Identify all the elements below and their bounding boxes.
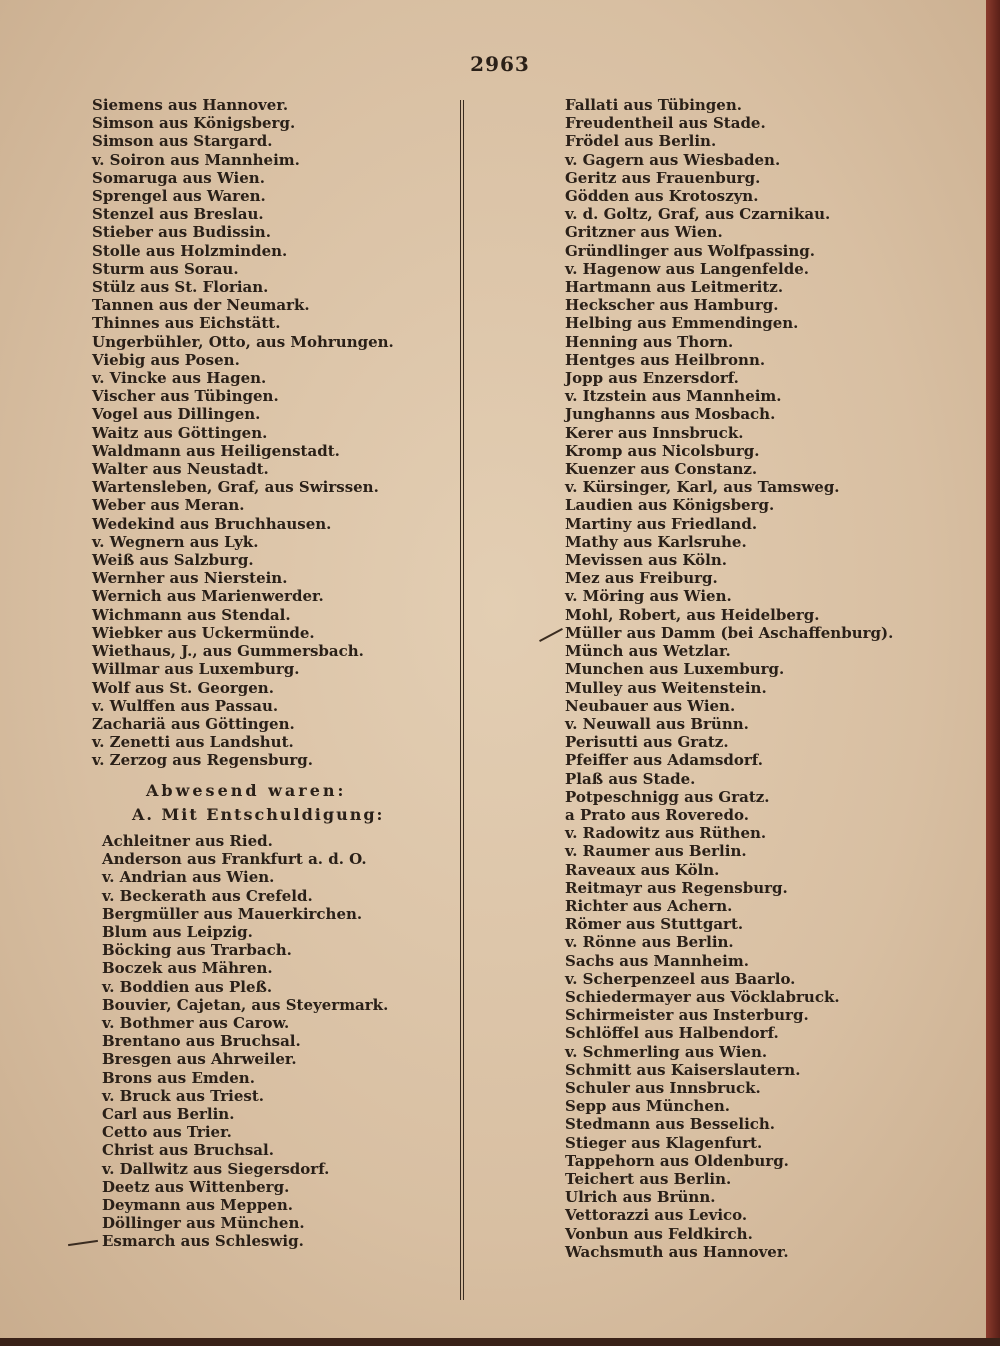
- list-item: Freudentheil aus Stade.: [565, 114, 766, 133]
- list-item: Mez aus Freiburg.: [565, 569, 718, 588]
- list-item: v. d. Goltz, Graf, aus Czarnikau.: [565, 205, 831, 224]
- list-item: Heckscher aus Hamburg.: [565, 296, 779, 315]
- list-item: Zachariä aus Göttingen.: [92, 714, 295, 733]
- list-item: v. Dallwitz aus Siegersdorf.: [102, 1159, 330, 1178]
- list-item: Potpeschnigg aus Gratz.: [565, 787, 770, 806]
- absent-list: [92, 832, 452, 1251]
- list-item: Sachs aus Mannheim.: [565, 951, 749, 970]
- list-item: v. Wulffen aus Passau.: [92, 696, 279, 715]
- list-item: Simson aus Stargard.: [92, 132, 273, 151]
- list-item: Hentges aus Heilbronn.: [565, 350, 766, 369]
- list-item: Viebig aus Posen.: [92, 350, 240, 369]
- absent-heading: Abwesend waren:: [146, 780, 347, 800]
- list-item: Wiethaus, J., aus Gummersbach.: [92, 642, 364, 661]
- list-item: Junghanns aus Mosbach.: [565, 405, 776, 424]
- list-item: Willmar aus Luxemburg.: [92, 660, 300, 679]
- list-item: Böcking aus Trarbach.: [102, 941, 292, 960]
- list-item: Vettorazzi aus Levico.: [565, 1206, 748, 1225]
- list-item: v. Beckerath aus Crefeld.: [102, 886, 313, 905]
- list-item: Vogel aus Dillingen.: [92, 405, 261, 424]
- list-item: Somaruga aus Wien.: [92, 168, 265, 187]
- list-item: Plaß aus Stade.: [565, 769, 696, 788]
- list-item: Kromp aus Nicolsburg.: [565, 441, 760, 460]
- list-item: Reitmayr aus Regensburg.: [565, 878, 788, 897]
- list-item: Henning aus Thorn.: [565, 332, 734, 351]
- list-item: Christ aus Bruchsal.: [102, 1141, 274, 1160]
- list-item: v. Scherpenzeel aus Baarlo.: [565, 969, 796, 988]
- list-item: Römer aus Stuttgart.: [565, 915, 744, 934]
- list-item: v. Soiron aus Mannheim.: [92, 150, 300, 169]
- list-item: Deetz aus Wittenberg.: [102, 1177, 290, 1196]
- list-item: v. Radowitz aus Rüthen.: [565, 824, 767, 843]
- list-item: Wachsmuth aus Hannover.: [565, 1242, 789, 1261]
- list-item: Perisutti aus Gratz.: [565, 733, 729, 752]
- list-item: Kuenzer aus Constanz.: [565, 460, 758, 479]
- list-item: v. Rönne aus Berlin.: [565, 933, 734, 952]
- list-item: Schiedermayer aus Vöcklabruck.: [565, 987, 840, 1006]
- list-item: Kerer aus Innsbruck.: [565, 423, 744, 442]
- list-item: v. Bothmer aus Carow.: [102, 1013, 290, 1032]
- list-item: v. Boddien aus Pleß.: [102, 977, 273, 996]
- list-item: Wolf aus St. Georgen.: [92, 678, 274, 697]
- list-item: Stenzel aus Breslau.: [92, 205, 264, 224]
- list-item: Boczek aus Mähren.: [102, 959, 273, 978]
- list-item: Schirmeister aus Insterburg.: [565, 1006, 809, 1025]
- list-item: Münch aus Wetzlar.: [565, 642, 731, 661]
- list-item: Gödden aus Krotoszyn.: [565, 187, 759, 206]
- list-item: Stolle aus Holzminden.: [92, 241, 288, 260]
- present-list: [92, 96, 452, 770]
- list-item: Ungerbühler, Otto, aus Mohrungen.: [92, 332, 394, 351]
- list-item: Stieger aus Klagenfurt.: [565, 1133, 763, 1152]
- list-item: Ulrich aus Brünn.: [565, 1188, 716, 1207]
- pen-mark-right: [539, 628, 563, 642]
- list-item: Sepp aus München.: [565, 1097, 730, 1116]
- absent-list-continued: [565, 96, 985, 1261]
- list-item: a Prato aus Roveredo.: [565, 805, 749, 824]
- list-item: Schuler aus Innsbruck.: [565, 1078, 761, 1097]
- list-item: Stülz aus St. Florian.: [92, 278, 269, 297]
- list-item: Carl aus Berlin.: [102, 1104, 235, 1123]
- list-item: Thinnes aus Eichstätt.: [92, 314, 281, 333]
- list-item: Gritzner aus Wien.: [565, 223, 723, 242]
- list-item: Mevissen aus Köln.: [565, 551, 727, 570]
- list-item: Weiß aus Salzburg.: [92, 551, 254, 570]
- list-item: Blum aus Leipzig.: [102, 922, 253, 941]
- list-item: Frödel aus Berlin.: [565, 132, 717, 151]
- list-item: Stieber aus Budissin.: [92, 223, 271, 242]
- list-item: Wernher aus Nierstein.: [92, 569, 288, 588]
- list-item: Martiny aus Friedland.: [565, 514, 758, 533]
- list-item: v. Möring aus Wien.: [565, 587, 732, 606]
- book-edge-bottom: [0, 1338, 1000, 1346]
- list-item: v. Kürsinger, Karl, aus Tamsweg.: [565, 478, 840, 497]
- list-item: Fallati aus Tübingen.: [565, 96, 742, 114]
- list-item: Brentano aus Bruchsal.: [102, 1032, 301, 1051]
- list-item: Bresgen aus Ahrweiler.: [102, 1050, 297, 1069]
- list-item: Mathy aus Karlsruhe.: [565, 532, 747, 551]
- list-item: v. Neuwall aus Brünn.: [565, 714, 749, 733]
- list-item: v. Vincke aus Hagen.: [92, 369, 267, 388]
- list-item: Tappehorn aus Oldenburg.: [565, 1151, 789, 1170]
- list-item: Hartmann aus Leitmeritz.: [565, 278, 784, 297]
- list-item: Helbing aus Emmendingen.: [565, 314, 799, 333]
- book-edge: [986, 0, 1000, 1346]
- list-item: Vischer aus Tübingen.: [92, 387, 279, 406]
- list-item: v. Itzstein aus Mannheim.: [565, 387, 782, 406]
- list-item: Mulley aus Weitenstein.: [565, 678, 767, 697]
- list-item: Brons aus Emden.: [102, 1068, 255, 1087]
- list-item: Mohl, Robert, aus Heidelberg.: [565, 605, 820, 624]
- list-item: Waldmann aus Heiligenstadt.: [92, 441, 340, 460]
- list-item: Cetto aus Trier.: [102, 1123, 232, 1142]
- list-item: Bouvier, Cajetan, aus Steyermark.: [102, 995, 389, 1014]
- list-item: Wiebker aus Uckermünde.: [92, 623, 315, 642]
- list-item: Achleitner aus Ried.: [102, 831, 273, 850]
- list-item: Sturm aus Sorau.: [92, 259, 239, 278]
- list-item: Döllinger aus München.: [102, 1214, 305, 1233]
- list-item: Richter aus Achern.: [565, 896, 733, 915]
- list-item: Wernich aus Marienwerder.: [92, 587, 324, 606]
- list-item: Weber aus Meran.: [92, 496, 245, 515]
- list-item: Wedekind aus Bruchhausen.: [92, 514, 332, 533]
- list-item: v. Hagenow aus Langenfelde.: [565, 259, 809, 278]
- list-item: Deymann aus Meppen.: [102, 1195, 293, 1214]
- list-item: Laudien aus Königsberg.: [565, 496, 775, 515]
- list-item: Gründlinger aus Wolfpassing.: [565, 241, 815, 260]
- list-item: Wartensleben, Graf, aus Swirssen.: [92, 478, 379, 497]
- list-item: Müller aus Damm (bei Aschaffenburg).: [565, 623, 894, 642]
- list-item: Raveaux aus Köln.: [565, 860, 720, 879]
- list-item: Schmitt aus Kaiserslautern.: [565, 1060, 801, 1079]
- list-item: Jopp aus Enzersdorf.: [565, 369, 739, 388]
- list-item: Vonbun aus Feldkirch.: [565, 1224, 753, 1243]
- list-item: Siemens aus Hannover.: [92, 96, 289, 114]
- list-item: Bergmüller aus Mauerkirchen.: [102, 904, 363, 923]
- list-item: v. Zenetti aus Landshut.: [92, 733, 294, 752]
- list-item: Pfeiffer aus Adamsdorf.: [565, 751, 763, 770]
- list-item: Simson aus Königsberg.: [92, 114, 296, 133]
- list-item: Schlöffel aus Halbendorf.: [565, 1024, 779, 1043]
- list-item: Wichmann aus Stendal.: [92, 605, 291, 624]
- right-column: [565, 96, 985, 1261]
- list-item: v. Gagern aus Wiesbaden.: [565, 150, 781, 169]
- excused-subheading: A. Mit Entschuldigung:: [132, 804, 385, 824]
- list-item: v. Bruck aus Triest.: [102, 1086, 264, 1105]
- list-item: v. Raumer aus Berlin.: [565, 842, 747, 861]
- left-column: [92, 96, 452, 1251]
- list-item: v. Zerzog aus Regensburg.: [92, 751, 313, 770]
- list-item: v. Andrian aus Wien.: [102, 868, 275, 887]
- list-item: v. Schmerling aus Wien.: [565, 1042, 768, 1061]
- list-item: Stedmann aus Besselich.: [565, 1115, 776, 1134]
- list-item: Teichert aus Berlin.: [565, 1169, 732, 1188]
- list-item: v. Wegnern aus Lyk.: [92, 532, 259, 551]
- column-divider: [460, 100, 464, 1300]
- list-item: Waitz aus Göttingen.: [92, 423, 268, 442]
- list-item: Anderson aus Frankfurt a. d. O.: [102, 850, 367, 869]
- list-item: Geritz aus Frauenburg.: [565, 168, 761, 187]
- list-item: Esmarch aus Schleswig.: [102, 1232, 304, 1251]
- list-item: Neubauer aus Wien.: [565, 696, 736, 715]
- page-number: 2963: [470, 52, 530, 76]
- list-item: Walter aus Neustadt.: [92, 460, 269, 479]
- list-item: Sprengel aus Waren.: [92, 187, 266, 206]
- list-item: Tannen aus der Neumark.: [92, 296, 310, 315]
- list-item: Munchen aus Luxemburg.: [565, 660, 785, 679]
